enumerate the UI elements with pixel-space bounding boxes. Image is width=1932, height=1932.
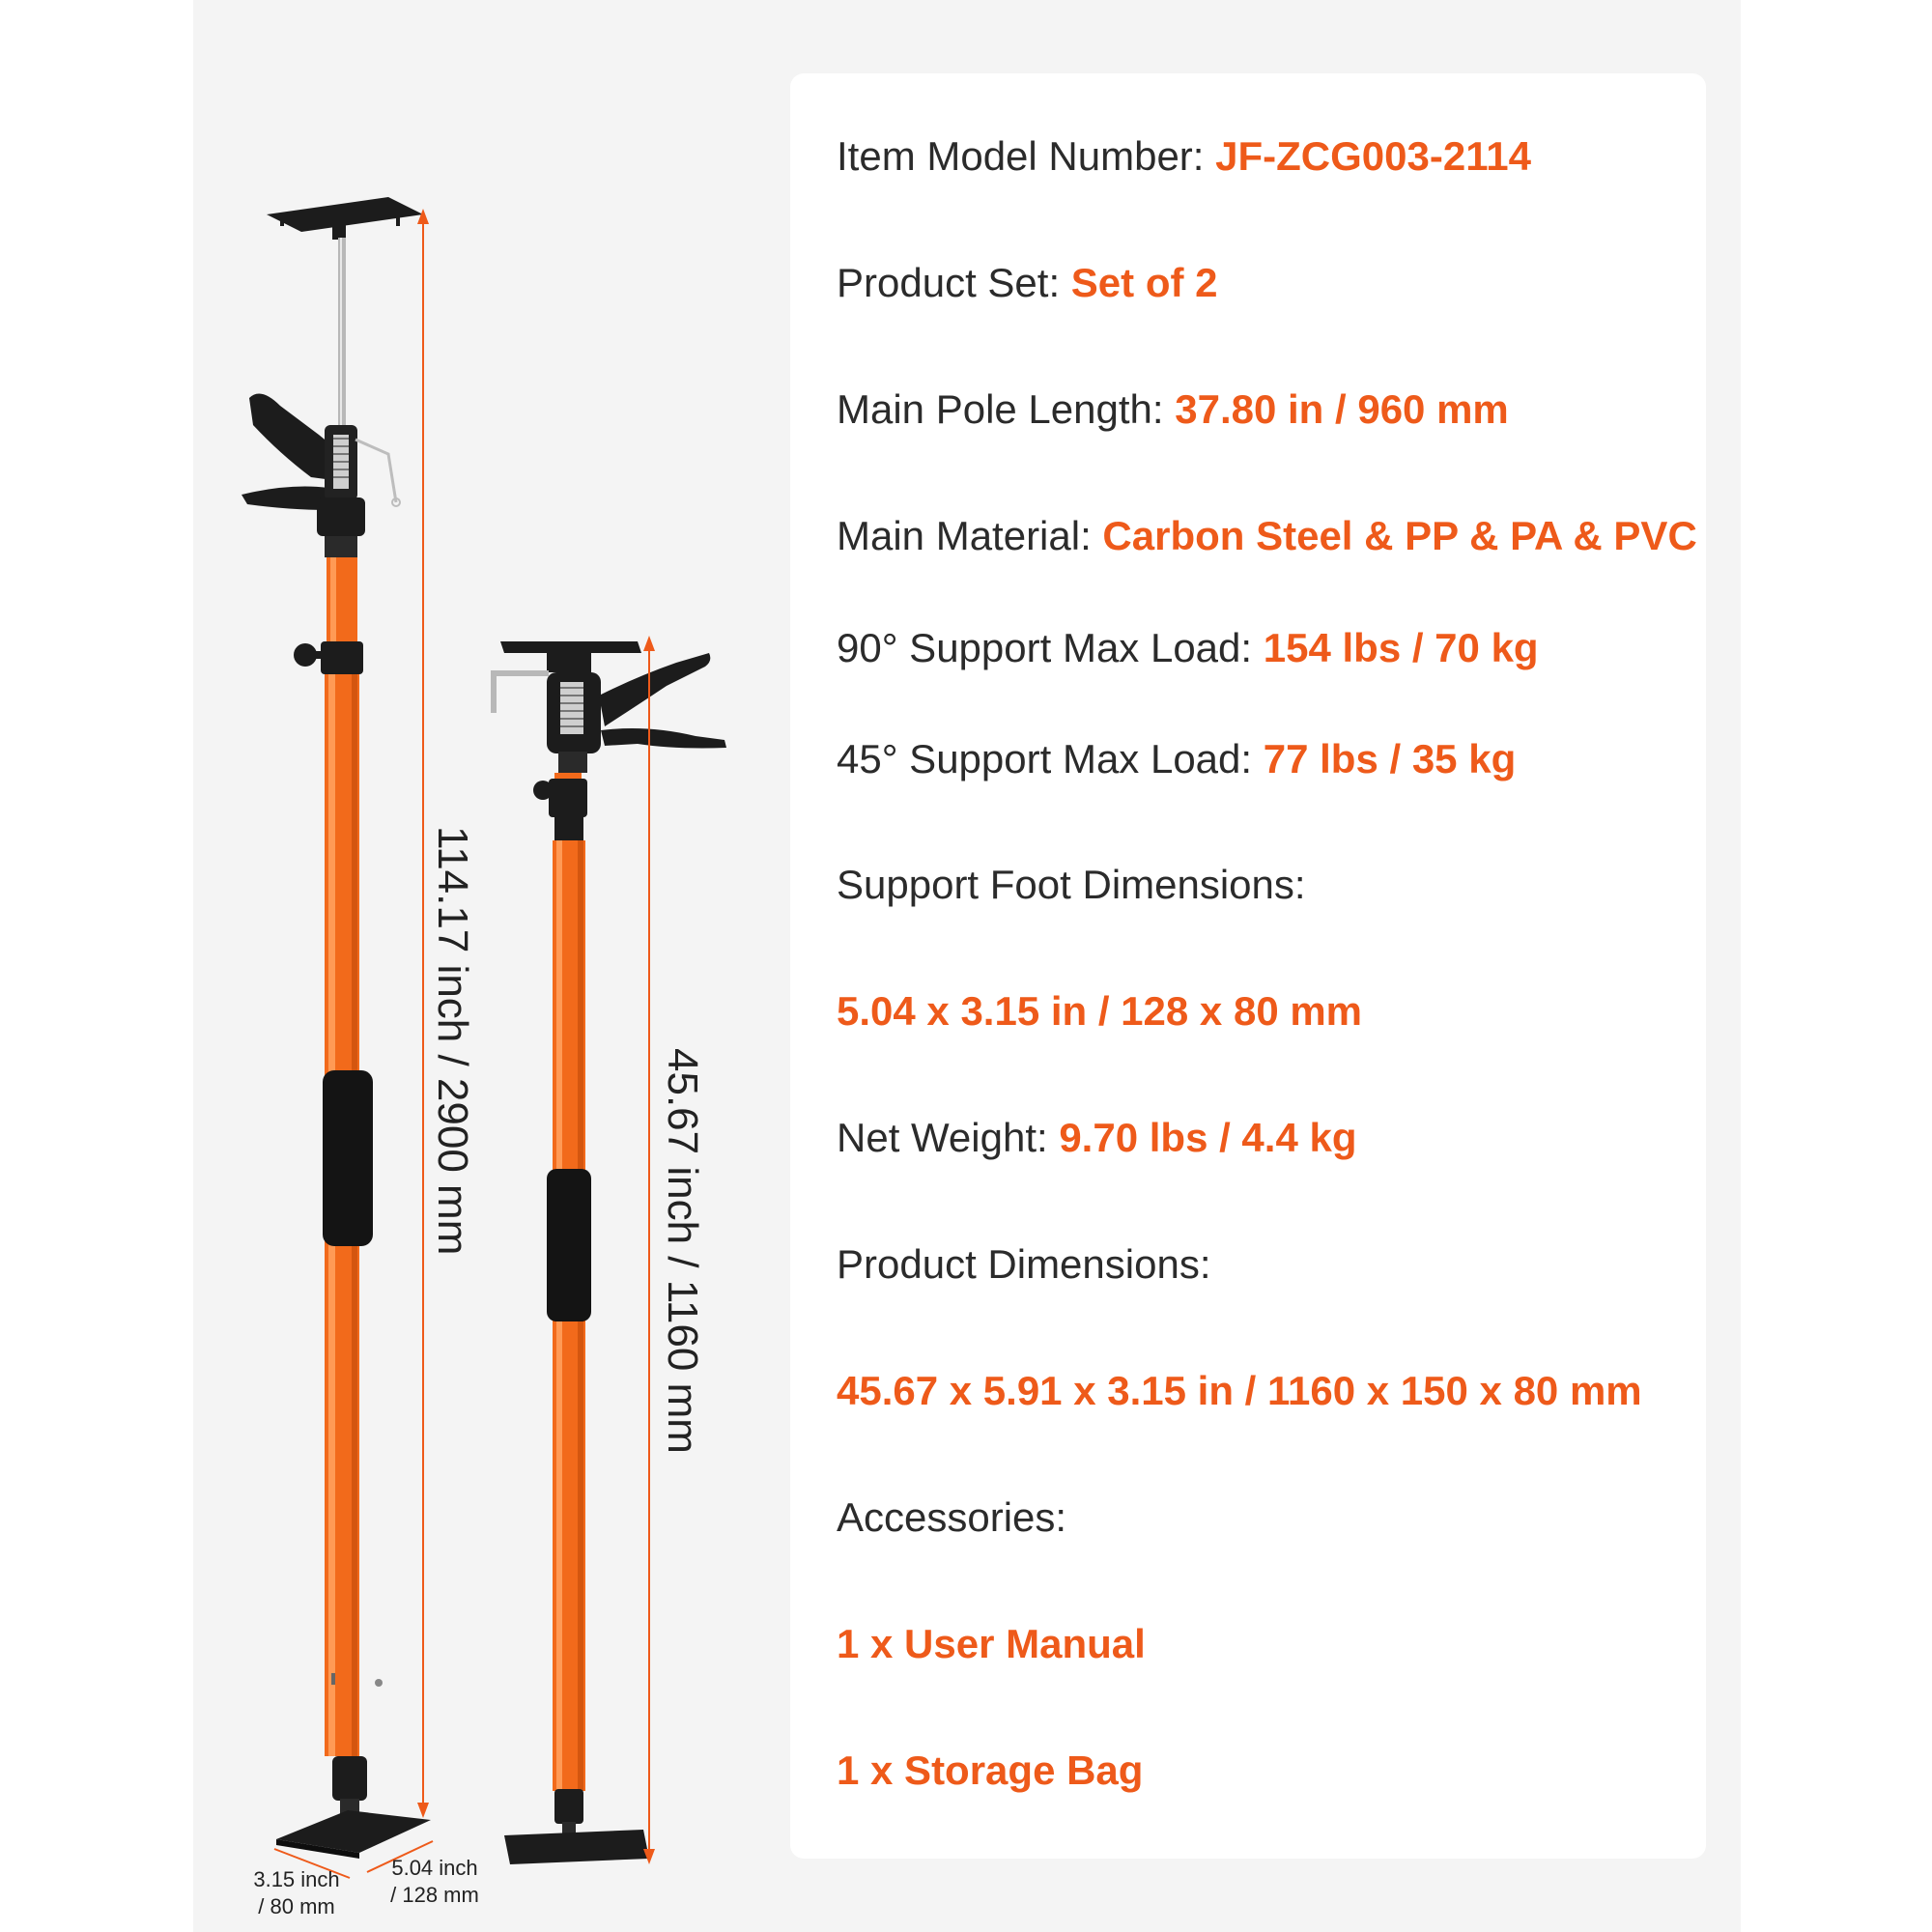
spec-accessories-label bbox=[837, 1493, 1066, 1542]
spec-pole-length-label: Main Pole Length: bbox=[837, 386, 1176, 432]
spec-set-value: Set of 2 bbox=[1070, 260, 1218, 305]
spec-set-label: Product Set: bbox=[837, 260, 1071, 305]
spec-foot-value: 5.04 x 3.15 in / 128 x 80 mm bbox=[837, 988, 1363, 1034]
spec-pole-length-value: 37.80 in / 960 mm bbox=[1175, 386, 1509, 432]
foot-length-line1: 5.04 inch bbox=[391, 1856, 478, 1880]
tall-support-pole bbox=[242, 197, 431, 1859]
spec-foot-label bbox=[837, 861, 1306, 909]
spec-card bbox=[790, 73, 1706, 1859]
spec-model bbox=[837, 132, 1531, 181]
spec-set bbox=[837, 259, 1218, 307]
spec-load-45-label: 45° Support Max Load: bbox=[837, 736, 1264, 781]
spec-dimensions-value: 45.67 x 5.91 x 3.15 in / 1160 x 150 x 80 mm bbox=[837, 1368, 1642, 1413]
spec-dimensions-label-text: Product Dimensions: bbox=[837, 1241, 1211, 1287]
short-height-dimension-line bbox=[643, 636, 655, 1864]
spec-weight-value: 9.70 lbs / 4.4 kg bbox=[1059, 1115, 1357, 1160]
foot-width-label bbox=[243, 1866, 350, 1920]
spec-load-90 bbox=[837, 624, 1539, 672]
spec-load-90-label: 90° Support Max Load: bbox=[837, 625, 1264, 670]
spec-material-label: Main Material: bbox=[837, 513, 1103, 558]
spec-load-90-value: 154 lbs / 70 kg bbox=[1263, 625, 1539, 670]
spec-foot-label-text: Support Foot Dimensions: bbox=[837, 862, 1306, 907]
foot-width-line1: 3.15 inch bbox=[253, 1867, 340, 1891]
spec-pole-length bbox=[837, 385, 1509, 434]
foot-width-line2: / 80 mm bbox=[258, 1894, 335, 1918]
tall-height-label: 114.17 inch / 2900 mm bbox=[429, 826, 476, 1256]
spec-load-45 bbox=[837, 735, 1516, 783]
spec-dimensions-label bbox=[837, 1240, 1211, 1289]
product-illustration bbox=[0, 0, 792, 1932]
accessory-item: 1 x Storage Bag bbox=[837, 1747, 1144, 1793]
spec-model-label: Item Model Number: bbox=[837, 133, 1216, 179]
accessory-item: 1 x User Manual bbox=[837, 1621, 1146, 1666]
foot-length-label bbox=[377, 1855, 493, 1909]
short-height-label: 45.67 inch / 1160 mm bbox=[659, 1048, 706, 1454]
spec-model-value: JF-ZCG003-2114 bbox=[1215, 133, 1531, 179]
spec-weight bbox=[837, 1114, 1357, 1162]
spec-load-45-value: 77 lbs / 35 kg bbox=[1263, 736, 1517, 781]
spec-material-value: Carbon Steel & PP & PA & PVC bbox=[1102, 513, 1697, 558]
spec-accessories-label-text: Accessories: bbox=[837, 1494, 1067, 1540]
tall-height-dimension-line bbox=[417, 209, 429, 1818]
spec-material bbox=[837, 512, 1697, 560]
foot-length-line2: / 128 mm bbox=[390, 1883, 479, 1907]
spec-weight-label: Net Weight: bbox=[837, 1115, 1060, 1160]
